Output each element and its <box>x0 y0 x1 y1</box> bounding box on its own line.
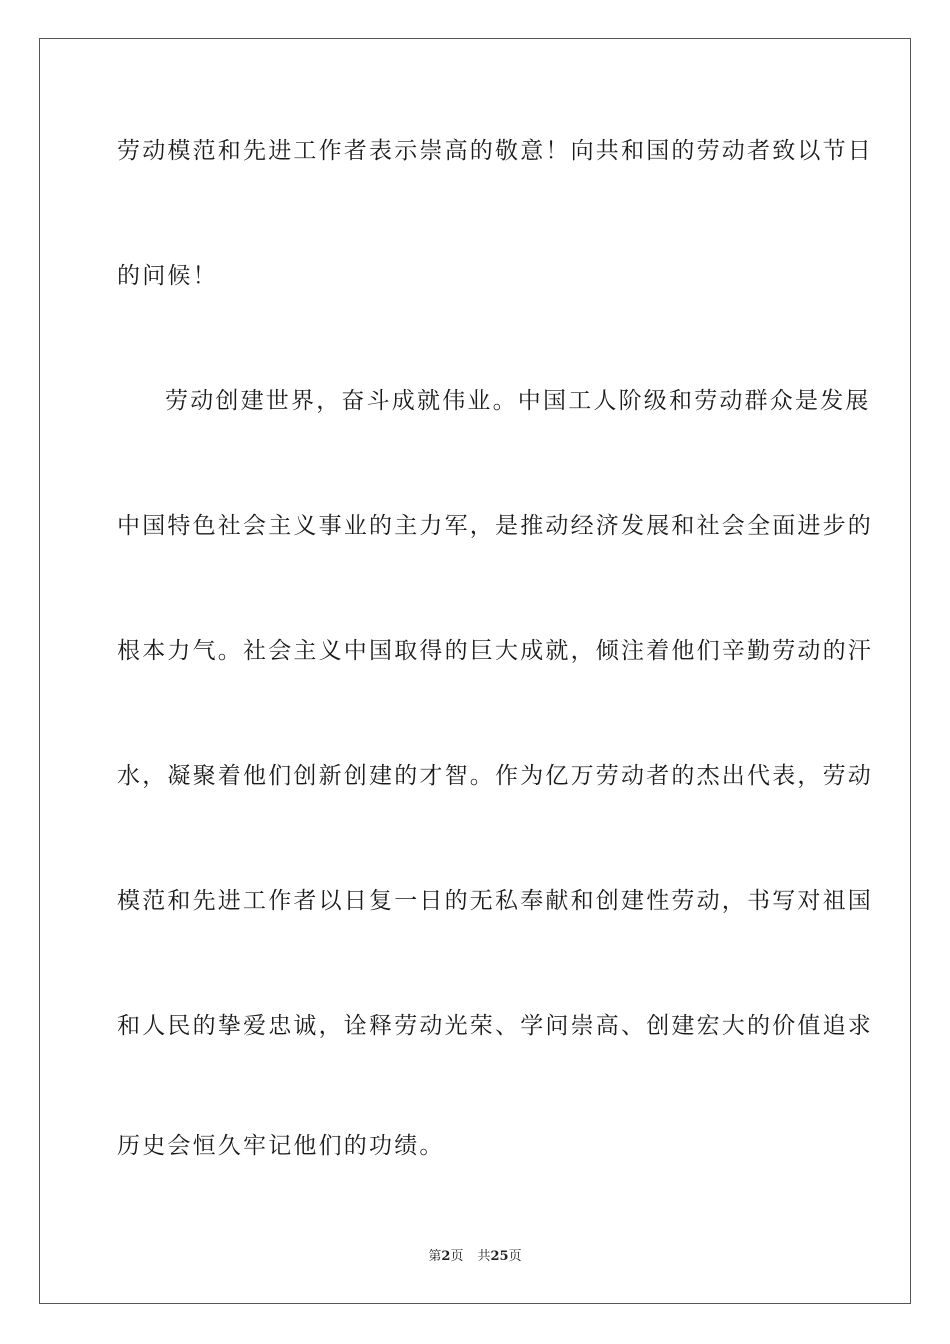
footer-page-number: 2 <box>441 1249 451 1264</box>
footer-page-suffix: 页 <box>450 1249 464 1264</box>
text-line: 和人民的挚爱忠诚，诠释劳动光荣、学问崇高、创建宏大的价值追求 <box>117 1013 873 1039</box>
text-line: 水，凝聚着他们创新创建的才智。作为亿万劳动者的杰出代表，劳动 <box>117 763 873 789</box>
text-line: 的问候！ <box>117 263 218 289</box>
page-border <box>39 38 911 1304</box>
text-line: 根本力气。社会主义中国取得的巨大成就，倾注着他们辛勤劳动的汗 <box>117 638 873 664</box>
page-footer <box>0 1248 950 1266</box>
text-line: 历史会恒久牢记他们的功绩。 <box>117 1133 445 1159</box>
footer-total-pages: 25 <box>490 1249 509 1264</box>
footer-page-prefix: 第 <box>428 1249 442 1264</box>
text-line: 模范和先进工作者以日复一日的无私奉献和创建性劳动，书写对祖国 <box>117 888 873 914</box>
paragraph-first-line: 劳动创建世界，奋斗成就伟业。中国工人阶级和劳动群众是发展 <box>165 388 871 414</box>
text-line: 劳动模范和先进工作者表示崇高的敬意！向共和国的劳动者致以节日 <box>117 138 873 164</box>
text-line: 中国特色社会主义事业的主力军，是推动经济发展和社会全面进步的 <box>117 513 873 539</box>
footer-total-prefix: 共 <box>477 1249 491 1264</box>
footer-total-suffix: 页 <box>508 1249 522 1264</box>
